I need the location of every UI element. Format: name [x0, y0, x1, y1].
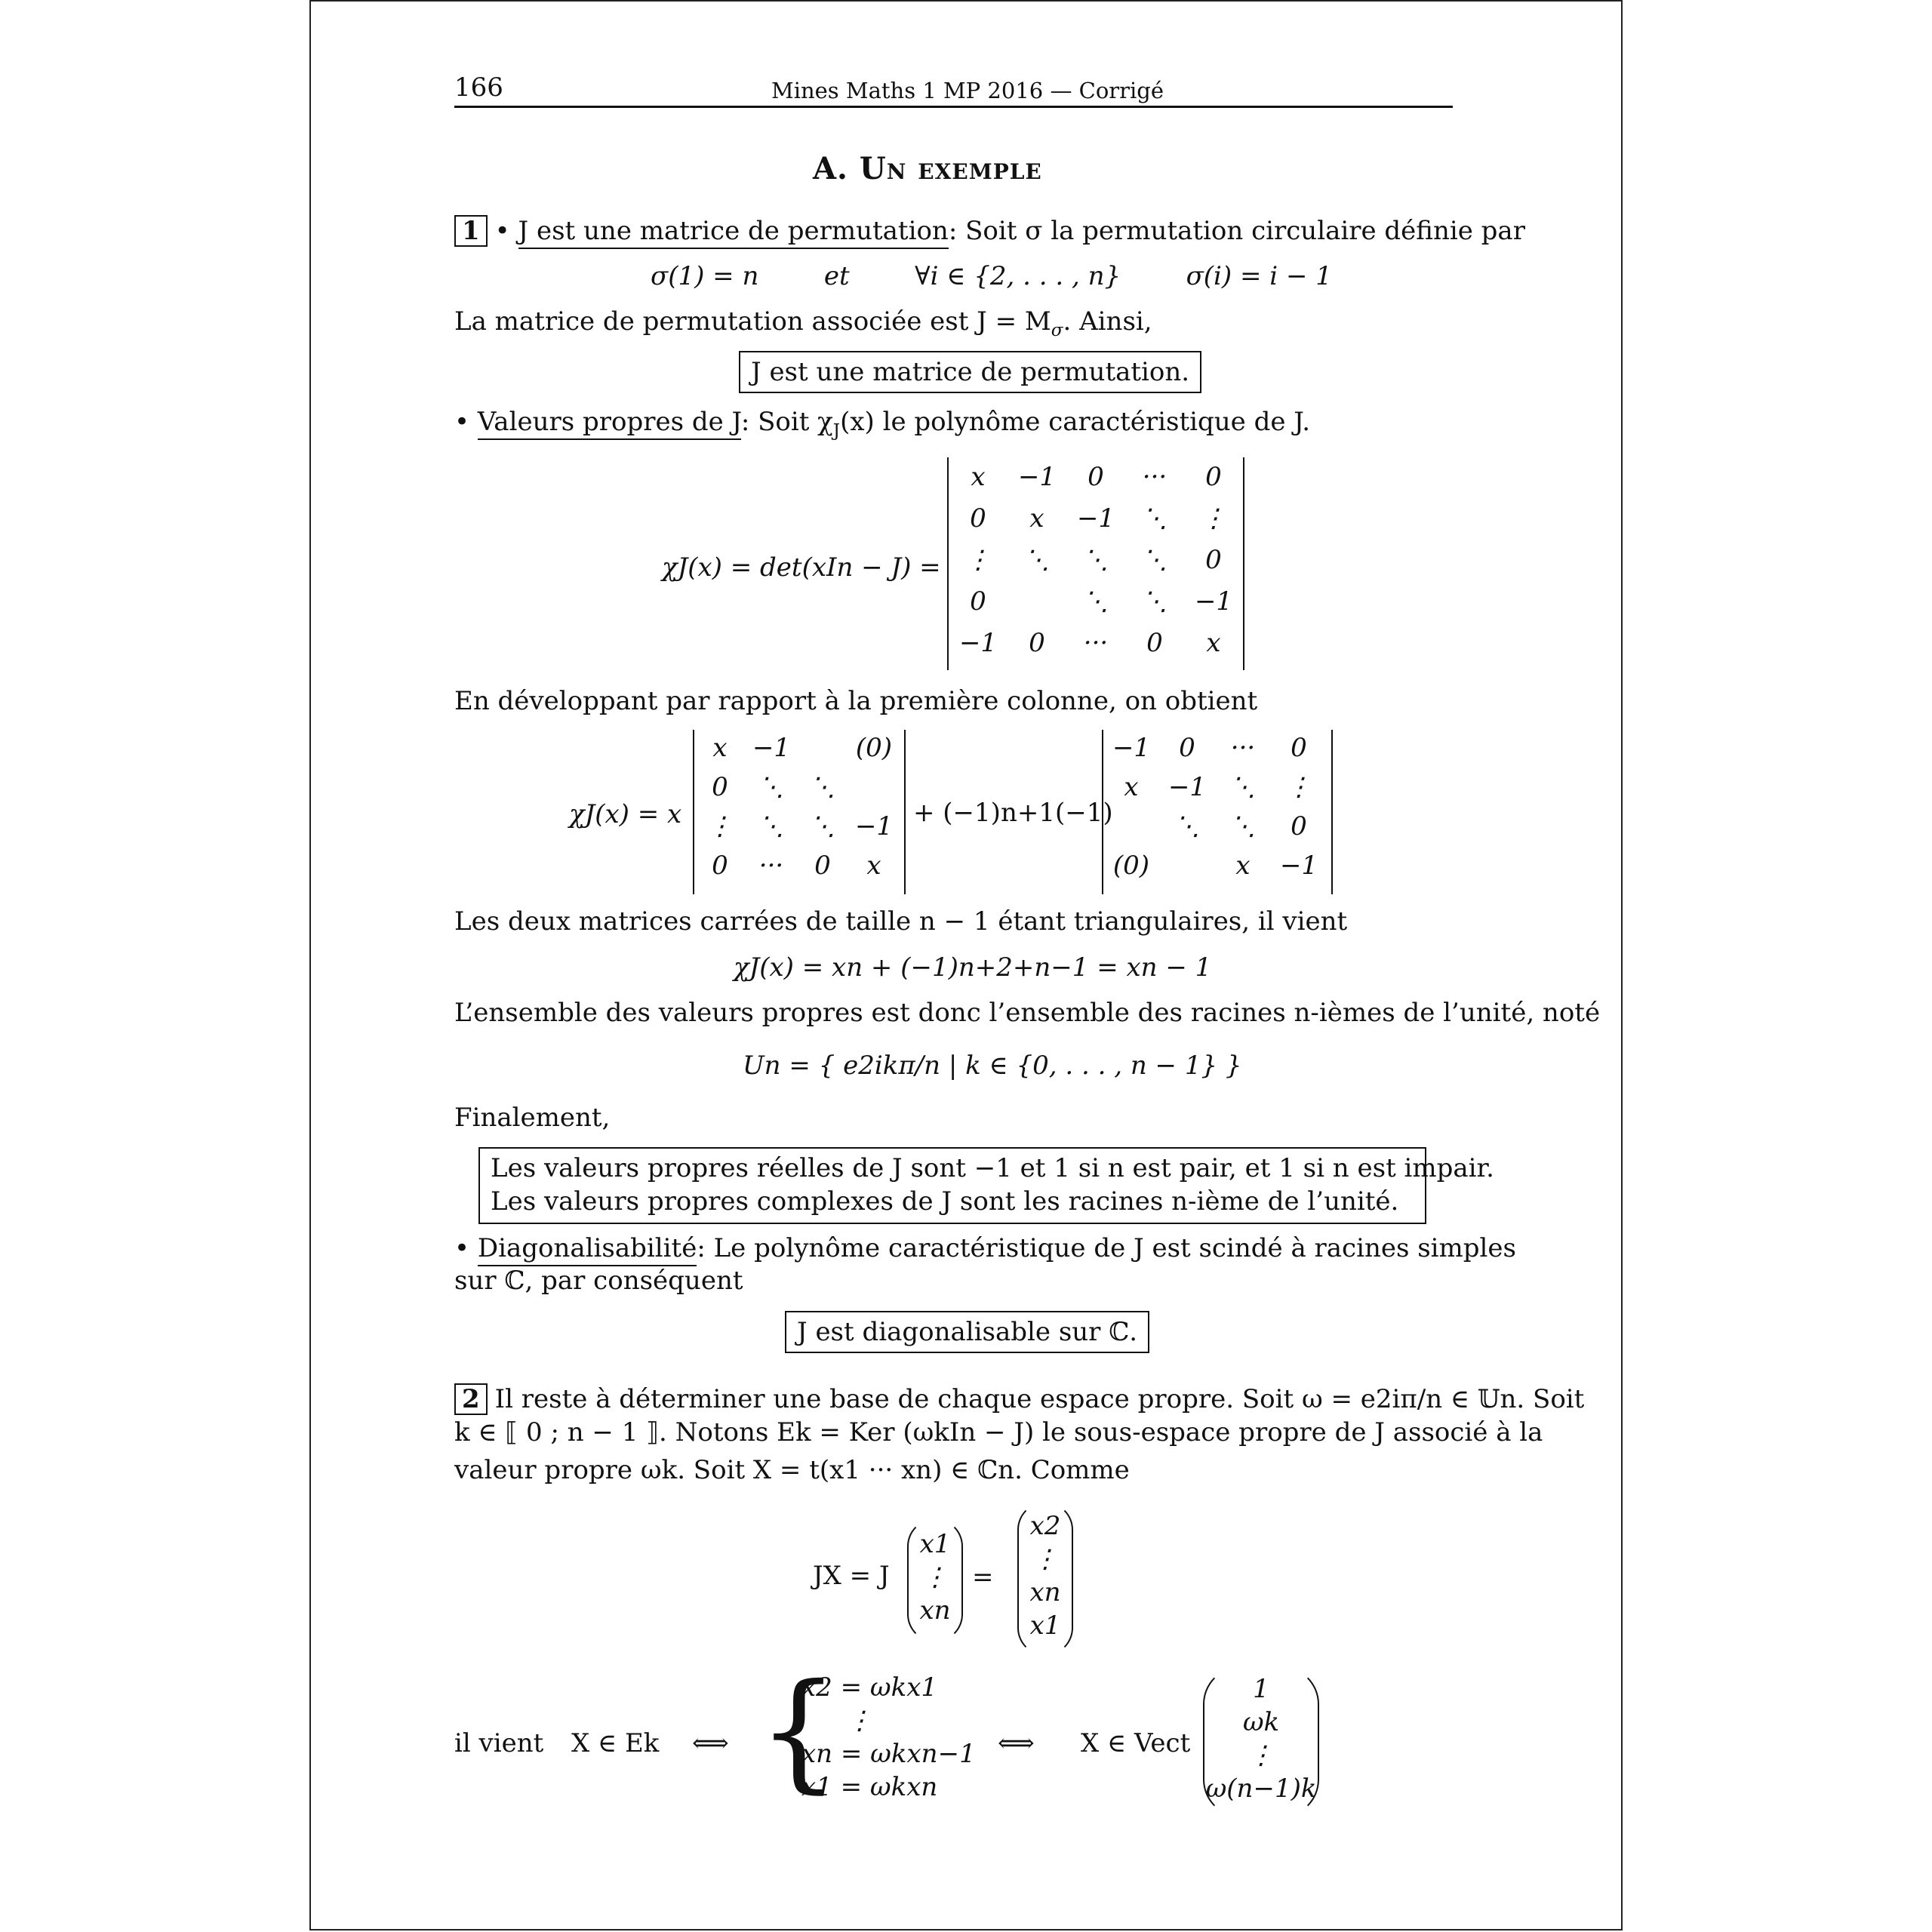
matrix-cell: ⋱: [1230, 811, 1256, 841]
vect-vector: [1203, 1666, 1319, 1817]
vector-entry: x1: [919, 1529, 951, 1559]
matrix-cell: −1: [1076, 503, 1115, 534]
ensemble-text: L’ensemble des valeurs propres est donc l’ensemble des racines n-ièmes de l’unité, noté: [454, 998, 1601, 1028]
system-line: x1 = ωkxn: [801, 1772, 938, 1802]
jx-out-vector: [1017, 1502, 1073, 1656]
vector-entry: ω(n−1)k: [1205, 1774, 1317, 1804]
bullet2-text: : Soit χ: [740, 407, 833, 437]
section-title: A. Un exemple: [813, 151, 1042, 186]
bullet2-end: (x) le polynôme caractéristique de J.: [840, 407, 1311, 437]
q2-line1-text: Il reste à déterminer une base de chaque espace propre. Soit ω = e2iπ/n ∈ 𝕌n. Soit: [494, 1384, 1585, 1414]
triangular-text: Les deux matrices carrées de taille n − 1 étant triangulaires, il vient: [454, 906, 1348, 937]
matrix-cell: ⋱: [1083, 545, 1109, 575]
box-eigenvalues: [478, 1147, 1494, 1224]
x-in-ek: X ∈ Ek: [571, 1728, 660, 1758]
q2-line2: k ∈ ⟦ 0 ; n − 1 ⟧. Notons Ek = Ker (ωkIn − J) le sous-espace propre de J associé à la: [454, 1417, 1543, 1447]
vector-entry: ⋮: [1032, 1544, 1058, 1574]
det-matrix: [947, 457, 1244, 670]
running-title: Mines Maths 1 MP 2016 — Corrigé: [771, 78, 1164, 103]
q1-bullet3: • Diagonalisabilité: Le polynôme caractéristique de J est scindé à racines simples: [454, 1232, 1516, 1265]
sigma-definition: σ(1) = n et ∀i ∈ {2, . . . , n} σ(i) = i − 1: [651, 261, 1332, 291]
matrix-cell: −1: [752, 733, 791, 763]
vector-entry: ⋮: [1248, 1740, 1274, 1770]
matrix-cell: x: [971, 462, 986, 492]
un-definition: Un = { e2ikπ/n | k ∈ {0, . . . , n − 1} }: [743, 1051, 1242, 1081]
matrix-cell: 0: [1205, 462, 1222, 492]
bullet3-line2: sur ℂ, par conséquent: [454, 1266, 743, 1296]
q2-line3: valeur propre ωk. Soit X = t(x1 ··· xn) ∈ ℂn. Comme: [454, 1455, 1130, 1485]
matrix-cell: x: [1206, 628, 1221, 658]
finalement: Finalement,: [454, 1103, 611, 1133]
q2-line1: [454, 1383, 1584, 1416]
vector-entry: 1: [1253, 1674, 1269, 1704]
il-vient: il vient: [454, 1728, 544, 1758]
matrix-cell: ···: [1142, 462, 1168, 492]
matrix-cell: 0: [712, 851, 728, 881]
matrix-cell: ⋮: [965, 545, 991, 575]
matrix-cell: −1: [1168, 772, 1207, 802]
assoc-line: [454, 305, 1152, 347]
matrix-cell: −1: [958, 628, 998, 658]
vector-entry: x1: [1029, 1611, 1061, 1641]
box-diagonalisable: J est diagonalisable sur ℂ.: [785, 1311, 1149, 1353]
bullet2-title: Valeurs propres de J: [478, 407, 741, 440]
matrix-cell: 0: [1291, 733, 1307, 763]
matrix-cell: ⋱: [810, 772, 835, 802]
matrix-cell: ⋱: [758, 772, 784, 802]
box-eigenvalues-line1: Les valeurs propres réelles de J sont −1 et 1 si n est pair, et 1 si n est impair.: [491, 1153, 1494, 1183]
vector-entry: ⋮: [922, 1562, 948, 1592]
matrix-cell: 0: [1029, 628, 1045, 658]
system-line: ⋮: [847, 1706, 872, 1736]
matrix-b: [1102, 730, 1333, 894]
system-brace: {: [758, 1657, 840, 1806]
chi-result: χJ(x) = xn + (−1)n+2+n−1 = xn − 1: [734, 952, 1212, 983]
matrix-cell: ⋮: [707, 811, 733, 841]
matrix-cell: ⋱: [758, 811, 784, 841]
matrix-cell: ⋱: [1174, 811, 1200, 841]
equals-sign: =: [972, 1562, 994, 1592]
matrix-cell: 0: [814, 851, 831, 881]
vector-entry: ωk: [1242, 1707, 1280, 1737]
bullet1-title: J est une matrice de permutation: [518, 216, 949, 249]
matrix-cell: x: [866, 851, 881, 881]
iff-2: ⟺: [998, 1728, 1035, 1758]
expand-mid: + (−1)n+1(−1): [913, 798, 1113, 828]
matrix-cell: 0: [970, 503, 986, 534]
vector-entry: x2: [1029, 1511, 1061, 1541]
assoc-end: . Ainsi,: [1063, 306, 1152, 337]
matrix-cell: 0: [712, 772, 728, 802]
det-lhs: χJ(x) = det(xIn − J) =: [662, 552, 941, 583]
page-number: 166: [454, 72, 503, 103]
matrix-cell: 0: [1291, 811, 1307, 841]
matrix-cell: ⋱: [1142, 586, 1168, 617]
matrix-cell: 0: [1088, 462, 1104, 492]
matrix-cell: −1: [1112, 733, 1151, 763]
bullet2-sub: J: [832, 421, 841, 441]
vector-entry: xn: [1029, 1577, 1061, 1607]
matrix-cell: x: [712, 733, 728, 763]
matrix-cell: −1: [1017, 462, 1057, 492]
matrix-cell: ⋱: [1230, 772, 1256, 802]
box-eigenvalues-line2: Les valeurs propres complexes de J sont les racines n-ième de l’unité.: [491, 1186, 1399, 1217]
iff-1: ⟺: [692, 1728, 729, 1758]
matrix-cell: ⋱: [1142, 503, 1168, 534]
matrix-cell: ⋮: [1286, 772, 1312, 802]
q1-line1: 1 • J est une matrice de permutation: Soit σ la permutation circulaire définie par: [454, 214, 1525, 248]
header-rule: [454, 106, 1453, 108]
matrix-cell: −1: [1194, 586, 1233, 617]
matrix-cell: x: [1124, 772, 1139, 802]
matrix-cell: 0: [1146, 628, 1163, 658]
matrix-cell: 0: [1179, 733, 1195, 763]
box-permutation: J est une matrice de permutation.: [739, 351, 1201, 393]
matrix-cell: ···: [758, 851, 784, 881]
matrix-cell: −1: [1279, 851, 1318, 881]
matrix-cell: −1: [854, 811, 894, 841]
bullet3-title: Diagonalisabilité: [478, 1233, 697, 1266]
matrix-a: [693, 730, 906, 894]
q1-bullet2: • Valeurs propres de J: Soit $\chi_J(x)$ le polynôme caractéristique de J.: [454, 407, 1311, 441]
assoc-sub: σ: [1051, 321, 1063, 341]
matrix-cell: ···: [1083, 628, 1109, 658]
matrix-cell: ⋱: [1083, 586, 1109, 617]
system-line: xn = ωkxn−1: [801, 1739, 976, 1769]
matrix-cell: x: [1029, 503, 1044, 534]
vector-entry: xn: [919, 1595, 951, 1626]
page: [309, 0, 1623, 1930]
matrix-cell: ⋱: [1142, 545, 1168, 575]
question-number-2: 2: [454, 1383, 488, 1415]
matrix-cell: 0: [970, 586, 986, 617]
x-in-vect: X ∈ Vect: [1081, 1728, 1191, 1758]
bullet1-text: : Soit σ la permutation circulaire définie par: [948, 216, 1525, 246]
matrix-cell: ···: [1230, 733, 1256, 763]
matrix-cell: 0: [1205, 545, 1222, 575]
matrix-cell: x: [1235, 851, 1251, 881]
expand-text: En développant par rapport à la première colonne, on obtient: [454, 686, 1258, 716]
matrix-cell: (0): [1112, 851, 1150, 881]
assoc-text: La matrice de permutation associée est J = M: [454, 306, 1051, 337]
matrix-cell: ⋱: [810, 811, 835, 841]
jx-lhs: JX = J: [813, 1561, 890, 1591]
matrix-cell: (0): [855, 733, 893, 763]
bullet3-text: : Le polynôme caractéristique de J est scindé à racines simples: [697, 1233, 1517, 1263]
jx-in-vector: [907, 1518, 963, 1642]
matrix-cell: ⋮: [1201, 503, 1226, 534]
matrix-cell: ⋱: [1024, 545, 1050, 575]
question-number-1: 1: [454, 215, 488, 247]
system-line: x2 = ωkx1: [801, 1672, 938, 1703]
expand-lhs: χJ(x) = x: [569, 799, 682, 829]
